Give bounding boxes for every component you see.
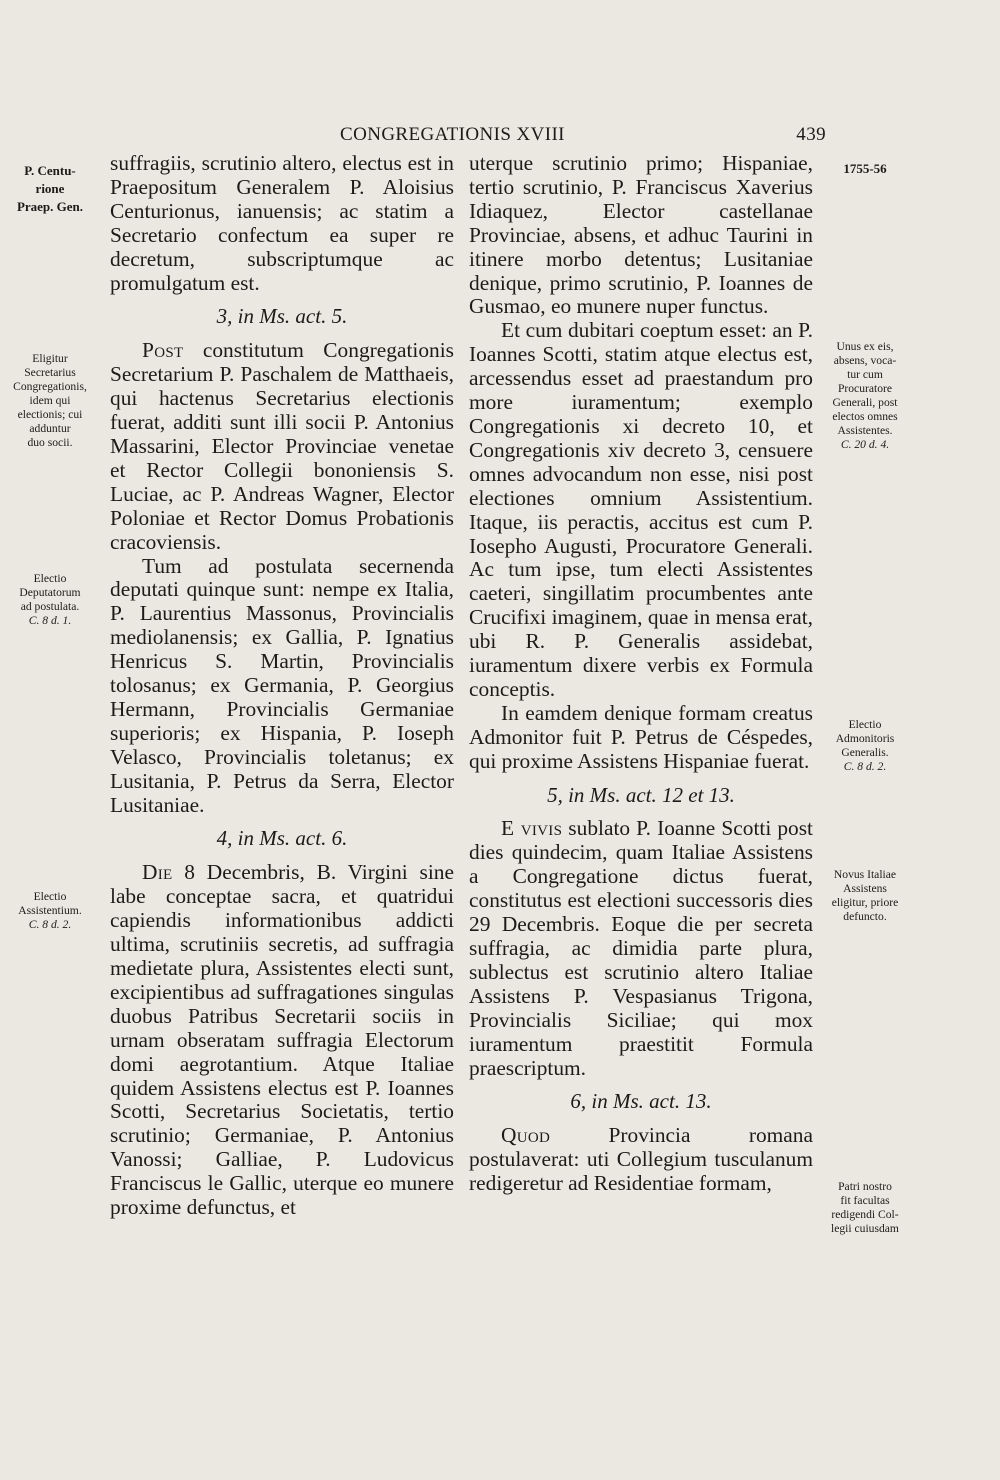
margin-line: Deputatorum <box>19 586 81 599</box>
margin-line: redigendi Col- <box>831 1208 899 1221</box>
year-range: 1755-56 <box>843 161 887 176</box>
margin-note-left-1 <box>4 162 96 216</box>
section-heading: 3, in Ms. act. 5. <box>216 304 348 329</box>
margin-note-right-1 <box>820 340 910 452</box>
margin-line: duo socii. <box>27 436 73 449</box>
margin-line: Electio <box>33 890 67 903</box>
paragraph: Tum ad postulata secernenda deputati quinque sunt: nempe ex Italia, P. Laurentius Massonus, Provincialis mediolanensis; ex Gallia, P. Ignatius Henricus S. Martin, Provincialis tolosanus; ex Germania, P. Georgius Hermann, Provincialis Germaniae superioris; ex Hispania, P. Ioseph Velasco, Provincialis toletanus; ex Lusitania, P. Petrus da Serra, Elector Lusitaniae. <box>110 553 454 817</box>
margin-line: absens, voca- <box>833 354 897 367</box>
margin-line: Generalis. <box>841 746 889 759</box>
margin-line: Assistens <box>843 882 887 895</box>
margin-line: Patri nostro <box>838 1180 892 1193</box>
margin-note-right-3 <box>820 868 910 924</box>
margin-line: Admonitoris <box>835 732 895 745</box>
page-header <box>0 124 1000 154</box>
margin-ref: C. 8 d. 1. <box>28 614 72 627</box>
section-heading: 5, in Ms. act. 12 et 13. <box>547 782 735 807</box>
margin-line: rione <box>35 181 65 196</box>
margin-line: electos omnes <box>832 410 898 423</box>
section-heading: 6, in Ms. act. 13. <box>570 1089 712 1114</box>
margin-line: electionis; cui <box>17 408 83 421</box>
paragraph-body: constitutum Congregationis Secretarium P. Paschalem de Matthaeis, qui hactenus Secretarius electionis fuerat, additi sunt illi socii P. Antonius Massarini, Elector Provinciae venetae et Rector Collegii bononiensis S. Luciae, ac P. Andreas Wagner, Elector Poloniae et Rector Domus Probationis cracoviensis. <box>110 338 454 554</box>
paragraph-initial: Die <box>142 860 173 885</box>
margin-line: tur cum <box>847 368 883 381</box>
margin-note-right-year <box>820 160 910 178</box>
paragraph-body: sublato P. Ioanne Scotti post dies quindecim, quam Italiae Assistens a Congregatione dictus fuerat, constitutus est electioni successoris dies 29 Decembris. Eoque die per secreta suffragia, ac dimidia parte plura, sublectus est scrutinio altero Italiae Assistens P. Vespasianus Trigona, Provincialis Siciliae; qui mox iuramentum praestitit Formula praescriptum. <box>469 816 813 1080</box>
margin-line: eligitur, priore <box>831 896 899 909</box>
margin-line: Congregationis, <box>13 380 87 393</box>
paragraph <box>110 861 454 1220</box>
paragraph-body: Provincia romana postulaverat: uti Collegium tusculanum redigeretur ad Residentiae formam, <box>469 1123 813 1196</box>
margin-line: defuncto. <box>843 910 887 923</box>
margin-line: Novus Italiae <box>833 868 897 881</box>
margin-note-right-4 <box>820 1180 910 1236</box>
section-heading: 4, in Ms. act. 6. <box>216 826 348 851</box>
margin-line: Procuratore <box>837 382 893 395</box>
running-title: CONGREGATIONIS XVIII <box>340 124 565 145</box>
margin-note-left-3 <box>4 572 96 628</box>
margin-line: idem qui <box>29 394 71 407</box>
page-number: 439 <box>796 124 826 145</box>
margin-line: ad postulata. <box>20 600 80 613</box>
margin-note-left-4 <box>4 890 96 932</box>
margin-ref: C. 8 d. 2. <box>28 918 72 931</box>
right-text-column <box>469 152 813 1196</box>
margin-ref: C. 8 d. 2. <box>843 760 887 773</box>
paragraph-initial: E vivis <box>501 816 563 841</box>
margin-line: adduntur <box>29 422 71 435</box>
margin-line: Assistentes. <box>837 424 893 437</box>
paragraph: suffragiis, scrutinio altero, electus est in Praepositum Generalem P. Aloisius Centurionus, ianuensis; ac statim a Secretario confectum ea super re decretum, subscriptumque ac promulgatum est. <box>110 151 454 295</box>
left-text-column <box>110 152 454 1220</box>
margin-line: Assistentium. <box>18 904 82 917</box>
paragraph <box>110 339 454 554</box>
margin-line: fit facultas <box>840 1194 890 1207</box>
paragraph: uterque scrutinio primo; Hispaniae, tertio scrutinio, P. Franciscus Xaverius Idiaquez, Elector castellanae Provinciae, absens, et adhuc Taurini in itinere morbo detentus; Lusitaniae denique, primo scrutinio, P. Ioannes de Gusmao, eo munere nuper functus. <box>469 151 813 319</box>
margin-line: Electio <box>33 572 67 585</box>
paragraph-body: 8 Decembris, B. Virgini sine labe conceptae sacra, et quatridui capiendis informationibus addicti ultima, scrutiniis secretis, ad suffragia medietate plura, Assistentes electi sunt, excipientibus ad suffragationes singulas duobus Patribus Secretarii sociis in urnam obseratam suffragia Electorum domi aegrotantium. Atque Italiae quidem Assistens electus est P. Ioannes Scotti, Secretarius Societatis, tertio scrutinio; Germaniae, P. Antonius Vanossi; Galliae, P. Ludovicus Franciscus le Gallic, uterque eo munere proxime defunctus, et <box>110 860 454 1220</box>
margin-line: Praep. Gen. <box>16 199 84 214</box>
margin-note-left-2 <box>4 352 96 450</box>
paragraph-initial: Post <box>142 338 184 363</box>
paragraph <box>469 1124 813 1196</box>
margin-line: legii cuiusdam <box>831 1222 899 1235</box>
margin-line: Generali, post <box>832 396 898 409</box>
margin-line: P. Centu- <box>24 163 76 178</box>
margin-line: Unus ex eis, <box>836 340 894 353</box>
paragraph: In eamdem denique formam creatus Admonitor fuit P. Petrus de Céspedes, qui proxime Assistens Hispaniae fuerat. <box>469 700 813 773</box>
margin-line: Eligitur <box>32 352 68 365</box>
paragraph <box>469 817 813 1080</box>
margin-note-right-2 <box>820 718 910 774</box>
paragraph: Et cum dubitari coeptum esset: an P. Ioannes Scotti, statim atque electus est, arcessendus esset ad praestandum pro more iuramentum; exemplo Congregationis xi decreto 10, et Congregationis xiv decreto 3, censuere omnes advocandum non esse, nisi post electiones omnium Assistentium. Itaque, iis peractis, accitus est cum P. Iosepho Augusti, Procuratore Generali. Ac tum ipse, tum electi Assistentes caeteri, singillatim procumbentes ante Crucifixi imaginem, quae in mensa erat, ubi R. P. Generalis assidebat, iuramentum dixere verbis ex Formula conceptis. <box>469 318 813 701</box>
paragraph-initial: Quod <box>501 1123 551 1148</box>
margin-line: Secretarius <box>24 366 76 379</box>
margin-line: Electio <box>848 718 882 731</box>
margin-ref: C. 20 d. 4. <box>840 438 890 451</box>
